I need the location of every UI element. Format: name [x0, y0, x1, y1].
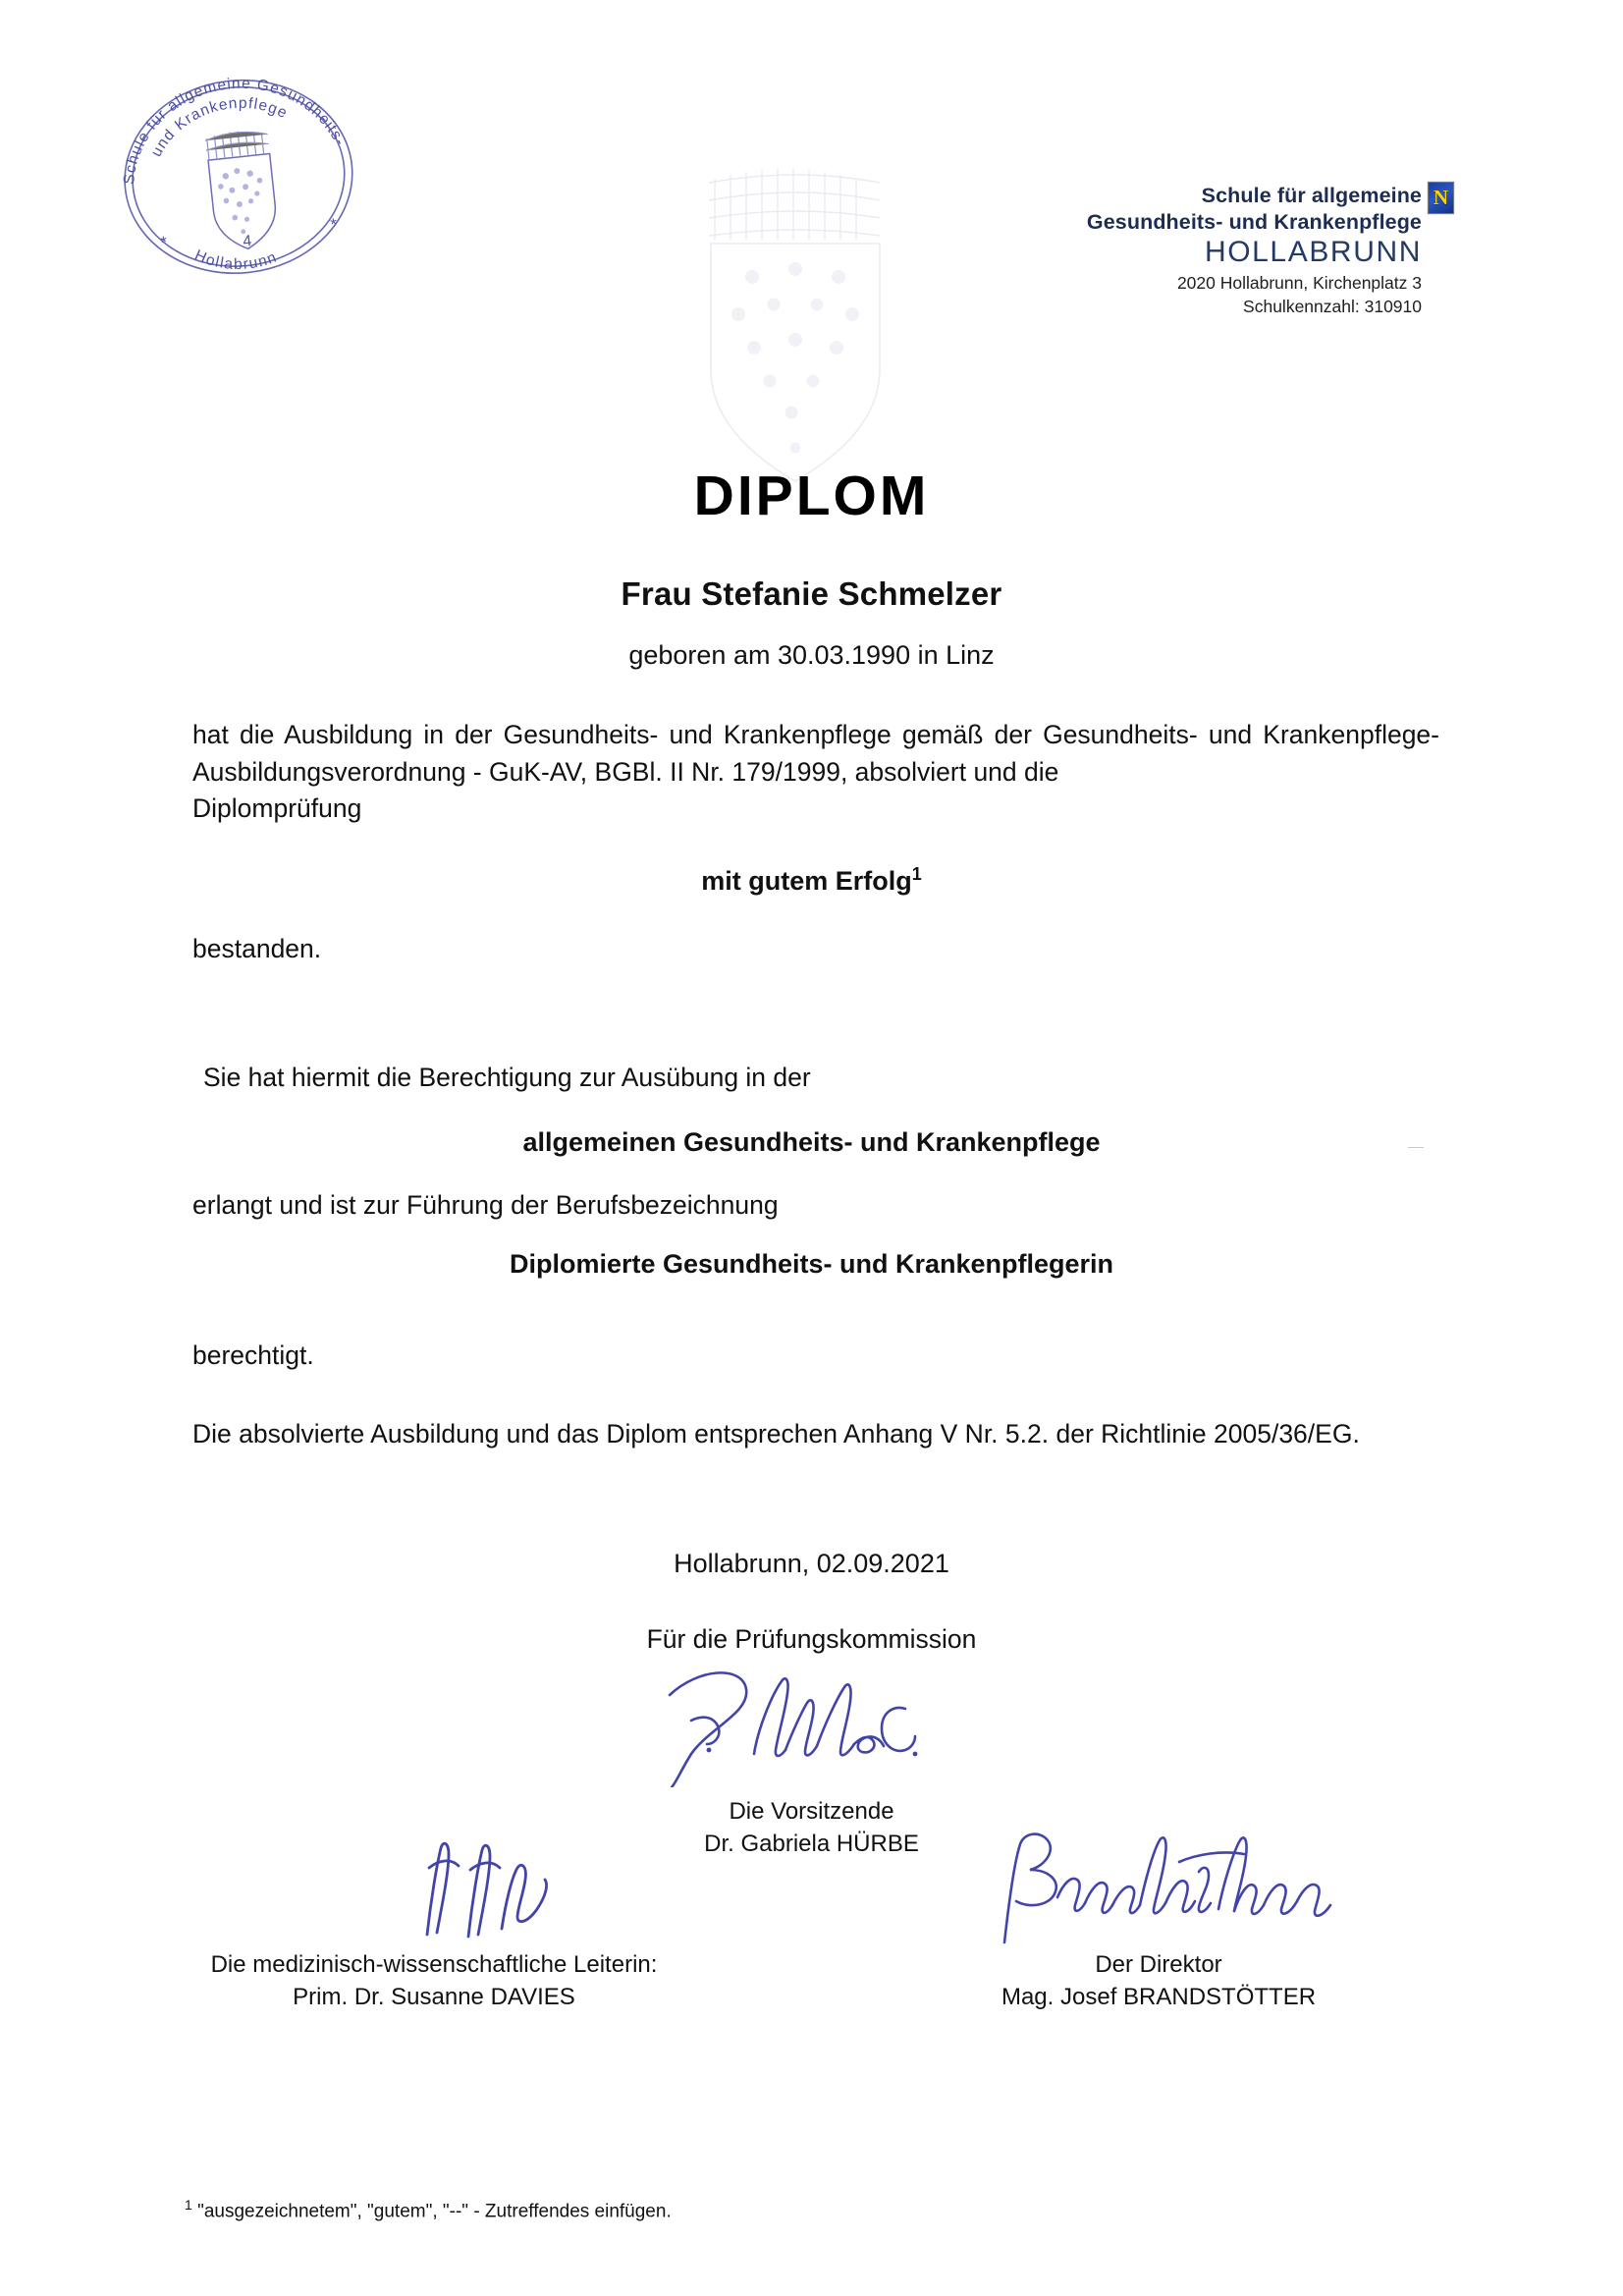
school-round-stamp	[95, 48, 379, 289]
training-paragraph-lastline: Diplomprüfung	[192, 793, 362, 824]
footnote	[185, 2197, 672, 2222]
chair-role: Die Vorsitzende	[729, 1798, 894, 1825]
chair-name: Dr. Gabriela HÜRBE	[704, 1831, 919, 1858]
chair-signature-ink	[648, 1660, 962, 1787]
logo-letter: N	[1433, 185, 1449, 209]
crest-watermark	[705, 167, 892, 491]
school-letterhead	[1087, 183, 1422, 318]
svg-text:und Krankenpflege: und Krankenpflege	[147, 94, 291, 160]
grade-footnote-marker: 1	[911, 864, 922, 884]
designation-intro: erlangt und ist zur Führung der Berufsbezeichnung	[192, 1190, 779, 1220]
place-and-date: Hollabrunn, 02.09.2021	[674, 1549, 949, 1578]
footnote-marker: 1	[185, 2197, 192, 2213]
svg-text:*: *	[329, 214, 339, 235]
professional-designation: Diplomierte Gesundheits- und Krankenpflegerin	[509, 1249, 1114, 1279]
recipient-name: Frau Stefanie Schmelzer	[621, 575, 1002, 612]
grade-line	[0, 864, 1623, 897]
medical-director-signature-block	[130, 1948, 738, 2013]
svg-text:*: *	[159, 232, 169, 252]
letterhead-address: 2020 Hollabrunn, Kirchenplatz 3	[1176, 273, 1422, 294]
page-title: DIPLOM	[693, 465, 930, 527]
medical-director-name: Prim. Dr. Susanne DAVIES	[293, 1984, 575, 2011]
medical-director-role: Die medizinisch-wissenschaftliche Leiterin:	[210, 1951, 658, 1978]
nursing-field: allgemeinen Gesundheits- und Krankenpflege	[522, 1127, 1101, 1157]
recipient-birth-line: geboren am 30.03.1990 in Linz	[628, 640, 995, 670]
letterhead-school-number: Schulkennzahl: 310910	[1243, 296, 1422, 316]
passed-text: bestanden.	[192, 934, 322, 963]
director-name: Mag. Josef BRANDSTÖTTER	[1001, 1984, 1317, 2011]
director-signature-block	[903, 1948, 1414, 2013]
entitled-text: berechtigt.	[192, 1340, 314, 1370]
eu-directive-paragraph: Die absolvierte Ausbildung und das Diplom entsprechen Anhang V Nr. 5.2. der Richtlinie 2005/36/EG.	[192, 1419, 1360, 1449]
svg-text:4: 4	[242, 232, 253, 250]
director-role: Der Direktor	[1095, 1951, 1222, 1978]
letterhead-city: HOLLABRUNN	[1204, 236, 1422, 269]
svg-text:Hollabrunn: Hollabrunn	[191, 246, 280, 274]
niederoesterreich-logo-icon	[1428, 182, 1454, 214]
chair-signature-block	[0, 1795, 1623, 1860]
letterhead-line-1: Schule für allgemeine	[1201, 184, 1422, 207]
page-tick-mark	[1408, 1147, 1424, 1148]
training-paragraph-text: hat die Ausbildung in der Gesundheits- und Krankenpflege gemäß der Gesundheits- und Krankenpflege-Ausbildungsverordnung - GuK-AV, BGBl. II Nr. 179/1999, absolviert und die	[192, 720, 1439, 787]
footnote-text: "ausgezeichnetem", "gutem", "--" - Zutreffendes einfügen.	[197, 2201, 672, 2222]
commission-label: Für die Prüfungskommission	[646, 1624, 977, 1654]
grade-text: mit gutem Erfolg	[701, 866, 912, 896]
training-paragraph	[192, 717, 1439, 828]
letterhead-line-2: Gesundheits- und Krankenpflege	[1086, 210, 1422, 235]
svg-text:Schule für allgemeine Gesundhe: Schule für allgemeine Gesundheits-	[121, 75, 350, 186]
entitlement-intro: Sie hat hiermit die Berechtigung zur Ausübung in der	[203, 1063, 811, 1092]
